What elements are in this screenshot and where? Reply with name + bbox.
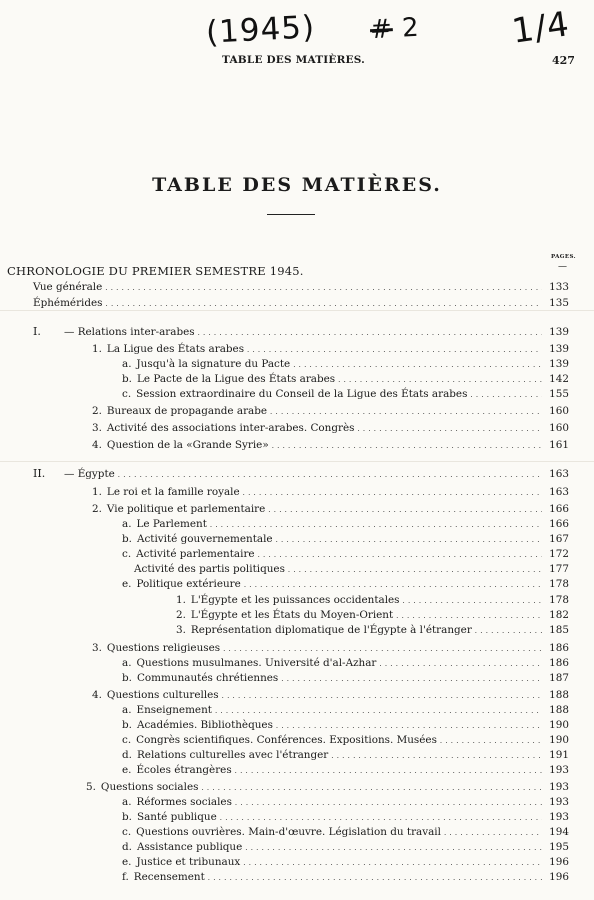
toc-entry[interactable] [122,372,569,386]
toc-entry[interactable] [122,795,569,809]
handwritten-year: (1945) [205,9,316,51]
toc-entry[interactable] [92,485,569,499]
toc-entry-label: Bureaux de propagande arabe [106,405,268,417]
toc-entry[interactable] [33,296,569,310]
toc-entry-label: Relations culturelles avec l'étranger [136,749,329,761]
toc-entry[interactable] [92,342,569,356]
toc-entry-page: 178 [549,578,569,590]
toc-entry[interactable] [64,467,569,481]
toc-entry-page: 188 [549,689,569,701]
toc-entry-number: 2. [92,405,102,417]
toc-entry-page: 193 [549,796,569,808]
toc-entry-label: Questions culturelles [106,689,219,701]
toc-entry-page: 185 [549,624,569,636]
toc-entry-page: 182 [549,609,569,621]
toc-entry-label: Activité parlementaire [136,548,255,560]
toc-entry[interactable] [122,870,569,884]
toc-entry-number: a. [122,518,132,530]
leader-dots [276,532,542,547]
toc-entry[interactable] [33,280,569,294]
toc-entry-page: 195 [549,841,569,853]
toc-entry-number: d. [122,749,132,761]
toc-entry-page: 155 [549,388,569,400]
toc-entry-label: Le roi et la famille royale [106,486,240,498]
toc-entry-page: 194 [549,826,569,838]
toc-entry[interactable] [86,780,569,794]
leader-dots [201,780,542,795]
pages-column-label: PAGES. [551,254,576,260]
toc-entry-page: 133 [549,281,569,293]
toc-entry-number: b. [122,373,132,385]
toc-entry[interactable] [122,357,569,371]
toc-entry-page: 177 [549,563,569,575]
toc-entry[interactable] [122,671,569,685]
toc-entry[interactable] [176,593,569,607]
toc-entry-page: 193 [549,781,569,793]
toc-entry[interactable] [122,733,569,747]
toc-entry-page: 139 [549,326,569,338]
toc-entry[interactable] [92,438,569,452]
toc-entry-label: Écoles étrangères [136,764,232,776]
leader-dots [270,404,542,419]
page-title: TABLE DES MATIÈRES. [152,174,442,196]
toc-entry-number: b. [122,719,132,731]
toc-entry-number: 5. [86,781,96,793]
toc-entry-label: Activité des partis politiques [134,563,285,575]
toc-entry-number: a. [122,796,132,808]
leader-dots [281,671,542,686]
toc-entry-label: Le Parlement [136,518,207,530]
toc-entry-page: 135 [549,297,569,309]
toc-entry-label: — Égypte [64,468,115,480]
leader-dots [440,733,542,748]
toc-entry-number: b. [122,533,132,545]
toc-entry[interactable] [122,748,569,762]
leader-dots [235,763,542,778]
toc-entry-page: 163 [549,468,569,480]
toc-entry-page: 190 [549,719,569,731]
toc-entry-label: Recensement [133,871,205,883]
leader-dots [105,280,542,295]
toc-entry-number: d. [122,841,132,853]
toc-entry-label: Vie politique et parlementaire [106,503,266,515]
toc-entry-label: La Ligue des États arabes [106,343,245,355]
toc-roman-numeral: II. [33,467,46,480]
toc-entry-page: 160 [549,405,569,417]
leader-dots [403,593,542,608]
handwritten-number [369,13,420,46]
leader-dots [272,438,542,453]
toc-entry-number: b. [122,811,132,823]
toc-entry-label: L'Égypte et les États du Moyen-Orient [190,609,394,621]
toc-entry[interactable] [92,421,569,435]
toc-entry-number: c. [122,734,132,746]
leader-dots [208,870,542,885]
toc-entry[interactable] [122,840,569,854]
toc-entry-number: b. [122,672,132,684]
leader-dots [288,562,542,577]
toc-entry-page: 178 [549,594,569,606]
toc-entry-number: e. [122,764,132,776]
toc-entry-page: 139 [549,358,569,370]
toc-entry-number: a. [122,358,132,370]
toc-entry-label: Académies. Bibliothèques [136,719,273,731]
toc-entry-label: Représentation diplomatique de l'Égypte à l'étranger [190,624,472,636]
toc-entry-label: Assistance publique [136,841,243,853]
handwritten-fraction: 1/4 [509,4,573,52]
leader-dots [243,485,542,500]
toc-entry-label: Question de la «Grande Syrie» [106,439,269,451]
leader-dots [247,342,542,357]
separator [0,461,594,462]
leader-dots [276,718,542,733]
toc-entry[interactable] [64,325,569,339]
leader-dots [331,748,542,763]
toc-entry-label: Activité des associations inter-arabes. Congrès [106,422,355,434]
toc-entry[interactable] [176,608,569,622]
toc-entry[interactable] [92,688,569,702]
toc-entry[interactable] [134,562,569,576]
leader-dots [475,623,542,638]
toc-entry-number: 3. [92,422,102,434]
section-heading: CHRONOLOGIE DU PREMIER SEMESTRE 1945. [7,264,304,278]
leader-dots [338,372,542,387]
toc-entry[interactable] [92,404,569,418]
leader-dots [215,703,542,718]
toc-entry-page: 187 [549,672,569,684]
toc-roman-numeral: I. [33,325,41,338]
toc-entry[interactable] [122,810,569,824]
toc-entry-page: 166 [549,503,569,515]
toc-entry[interactable] [122,763,569,777]
running-title: TABLE DES MATIÈRES. [222,54,365,66]
pages-column-dash: — [558,262,567,272]
toc-entry-page: 160 [549,422,569,434]
leader-dots [210,517,542,532]
leader-dots [243,855,542,870]
toc-entry-page: 166 [549,518,569,530]
struck-mark: # [369,14,394,46]
toc-entry-number: f. [122,871,129,883]
toc-entry-label: Congrès scientifiques. Conférences. Expositions. Musées [136,734,437,746]
handwritten-number-value: 2 [401,12,421,44]
toc-entry-page: 186 [549,642,569,654]
toc-entry-label: Questions sociales [100,781,199,793]
toc-entry-page: 139 [549,343,569,355]
toc-entry-label: Santé publique [136,811,217,823]
toc-entry-number: 3. [176,624,186,636]
leader-dots [118,467,542,482]
toc-entry-label: Éphémérides [33,297,103,309]
toc-entry-number: e. [122,578,132,590]
toc-entry-number: a. [122,704,132,716]
toc-entry-page: 163 [549,486,569,498]
toc-entry-page: 186 [549,657,569,669]
toc-entry-number: a. [122,657,132,669]
toc-entry-number: c. [122,826,132,838]
toc-entry-number: 4. [92,689,102,701]
toc-entry[interactable] [122,517,569,531]
toc-entry-label: Questions religieuses [106,642,221,654]
leader-dots [245,840,542,855]
toc-entry-number: 1. [92,486,102,498]
toc-entry-label: Jusqu'à la signature du Pacte [136,358,291,370]
leader-dots [268,502,542,517]
toc-entry-label: Activité gouvernementale [136,533,273,545]
leader-dots [198,325,542,340]
toc-entry-number: 1. [92,343,102,355]
title-rule [267,214,315,215]
toc-entry-page: 196 [549,871,569,883]
toc-entry-number: c. [122,548,132,560]
leader-dots [470,387,542,402]
toc-entry-page: 161 [549,439,569,451]
toc-entry[interactable] [122,855,569,869]
toc-entry-label: Vue générale [33,281,103,293]
toc-entry-number: 4. [92,439,102,451]
toc-entry-number: 2. [92,503,102,515]
toc-entry-page: 190 [549,734,569,746]
toc-entry-number: 3. [92,642,102,654]
toc-entry-label: Questions musulmanes. Université d'al-Azhar [136,657,377,669]
toc-entry[interactable] [176,623,569,637]
toc-entry-label: — Relations inter-arabes [64,326,195,338]
toc-entry-number: c. [122,388,132,400]
toc-entry-page: 193 [549,811,569,823]
toc-entry[interactable] [122,577,569,591]
toc-entry-label: Le Pacte de la Ligue des États arabes [136,373,336,385]
leader-dots [379,656,542,671]
toc-entry-number: 1. [176,594,186,606]
toc-entry-label: Justice et tribunaux [136,856,241,868]
toc-entry-page: 188 [549,704,569,716]
leader-dots [223,641,542,656]
toc-entry[interactable] [122,825,569,839]
leader-dots [444,825,542,840]
toc-entry[interactable] [92,502,569,516]
toc-entry-page: 167 [549,533,569,545]
toc-entry-page: 193 [549,764,569,776]
leader-dots [258,547,542,562]
leader-dots [357,421,542,436]
toc-entry-page: 196 [549,856,569,868]
leader-dots [222,688,542,703]
toc-entry-label: Communautés chrétiennes [136,672,279,684]
toc-entry-label: Politique extérieure [136,578,241,590]
leader-dots [293,357,542,372]
toc-entry[interactable] [122,547,569,561]
toc-entry[interactable] [122,718,569,732]
toc-entry[interactable] [122,387,569,401]
leader-dots [244,577,542,592]
toc-entry-page: 172 [549,548,569,560]
toc-entry-number: 2. [176,609,186,621]
leader-dots [235,795,542,810]
leader-dots [396,608,542,623]
toc-entry-page: 191 [549,749,569,761]
toc-entry-label: Enseignement [136,704,212,716]
toc-entry-label: Réformes sociales [136,796,232,808]
leader-dots [220,810,542,825]
toc-entry-number: e. [122,856,132,868]
leader-dots [106,296,542,311]
page-number: 427 [552,54,575,67]
toc-entry[interactable] [92,641,569,655]
toc-entry[interactable] [122,703,569,717]
toc-entry[interactable] [122,656,569,670]
toc-entry-label: Questions ouvrières. Main-d'œuvre. Législation du travail [136,826,441,838]
toc-entry-label: L'Égypte et les puissances occidentales [190,594,400,606]
toc-entry[interactable] [122,532,569,546]
toc-entry-page: 142 [549,373,569,385]
toc-entry-label: Session extraordinaire du Conseil de la Ligue des États arabes [136,388,468,400]
